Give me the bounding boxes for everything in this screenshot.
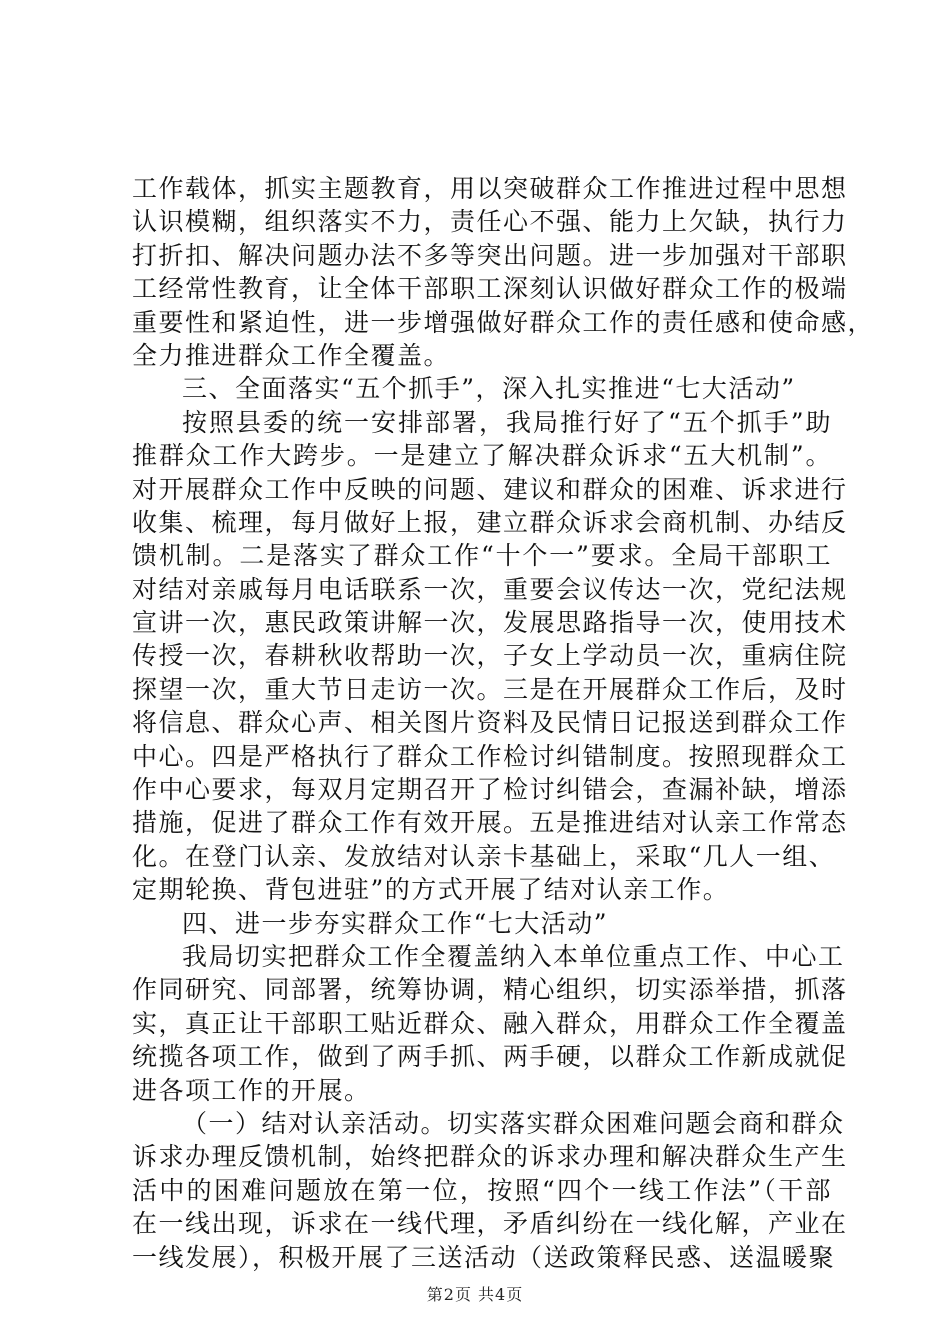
text-line: 馈机制。二是落实了群众工作“十个一”要求。全局干部职工 <box>132 541 832 571</box>
text-line: 按照县委的统一安排部署，我局推行好了“五个抓手”助 <box>182 407 832 437</box>
text-line: 在一线出现，诉求在一线代理，矛盾纠纷在一线化解，产业在 <box>132 1209 848 1239</box>
text-line: 传授一次，春耕秋收帮助一次，子女上学动员一次，重病住院 <box>132 641 848 671</box>
document-body <box>132 172 875 1274</box>
text-line: 进各项工作的开展。 <box>132 1075 371 1105</box>
text-line: 中心。四是严格执行了群众工作检讨纠错制度。按照现群众工 <box>132 741 848 771</box>
text-line: 定期轮换、背包进驻”的方式开展了结对认亲工作。 <box>132 875 730 905</box>
text-line: 探望一次，重大节日走访一次。三是在开展群众工作后，及时 <box>132 674 848 704</box>
text-line: 措施，促进了群众工作有效开展。五是推进结对认亲工作常态 <box>132 808 848 838</box>
text-line: 将信息、群众心声、相关图片资料及民情日记报送到群众工作 <box>132 708 848 738</box>
text-line: 活中的困难问题放在第一位，按照“四个一线工作法”（干部 <box>132 1175 832 1205</box>
text-line: 化。在登门认亲、发放结对认亲卡基础上，采取“几人一组、 <box>132 841 836 871</box>
text-line: 作中心要求，每双月定期召开了检讨纠错会，查漏补缺，增添 <box>132 775 848 805</box>
text-line: 统揽各项工作，做到了两手抓、两手硬，以群众工作新成就促 <box>132 1042 848 1072</box>
text-line: 我局切实把群众工作全覆盖纳入本单位重点工作、中心工 <box>182 941 845 971</box>
text-line: 对开展群众工作中反映的问题、建议和群众的困难、诉求进行 <box>132 474 848 504</box>
text-line: 工作载体，抓实主题教育，用以突破群众工作推进过程中思想 <box>132 174 848 203</box>
text-line: 全力推进群众工作全覆盖。 <box>132 340 451 370</box>
text-line: 认识模糊，组织落实不力，责任心不强、能力上欠缺，执行力 <box>132 207 848 237</box>
text-line: 作同研究、同部署，统筹协调，精心组织，切实添举措，抓落 <box>132 975 848 1005</box>
page-number-footer: 第2页 共4页 <box>426 1285 524 1304</box>
subsection-heading-1: （一）结对认亲活动。切实落实群众困难问题会商和群众 <box>182 1108 845 1138</box>
text-line: 收集、梳理，每月做好上报，建立群众诉求会商机制、办结反 <box>132 507 848 537</box>
text-line: 推群众工作大跨步。一是建立了解决群众诉求“五大机制”。 <box>132 441 832 471</box>
text-line: 宣讲一次，惠民政策讲解一次，发展思路指导一次，使用技术 <box>132 608 848 638</box>
section-heading-3: 三、全面落实“五个抓手”，深入扎实推进“七大活动” <box>182 374 796 404</box>
text-line: 打折扣、解决问题办法不多等突出问题。进一步加强对干部职 <box>132 240 848 270</box>
text-line: 诉求办理反馈机制，始终把群众的诉求办理和解决群众生产生 <box>132 1142 848 1172</box>
text-line: 工经常性教育，让全体干部职工深刻认识做好群众工作的极端 <box>132 274 848 304</box>
text-line: 重要性和紧迫性，进一步增强做好群众工作的责任感和使命感， <box>132 307 875 337</box>
text-line: 对结对亲戚每月电话联系一次，重要会议传达一次，党纪法规 <box>132 574 848 604</box>
section-heading-4: 四、进一步夯实群众工作“七大活动” <box>182 908 609 938</box>
text-line: 一线发展），积极开展了三送活动（送政策释民惑、送温暖聚 <box>132 1242 836 1272</box>
text-line: 实，真正让干部职工贴近群众、融入群众，用群众工作全覆盖 <box>132 1008 848 1038</box>
